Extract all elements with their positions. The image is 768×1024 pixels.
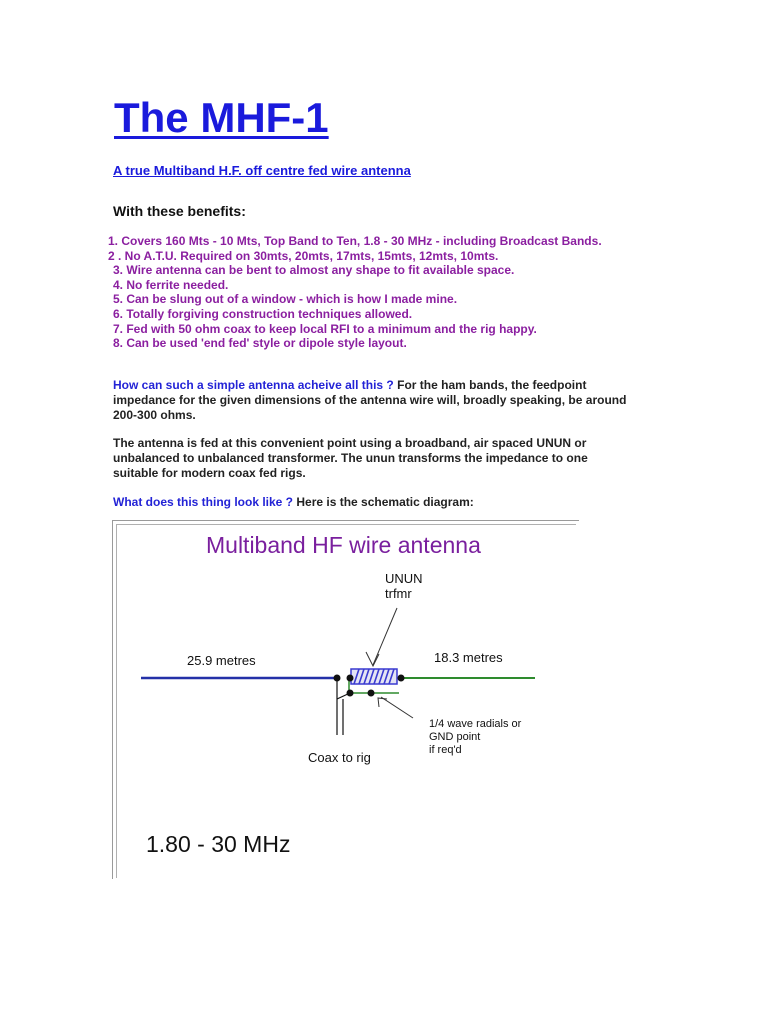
paragraph-line: impedance for the given dimensions of the antenna wire will, broadly speaking, be around [113, 393, 627, 407]
paragraph-line: unbalanced to unbalanced transformer. The unun transforms the impedance to one [113, 451, 588, 465]
benefit-item: 5. Can be slung out of a window - which is how I made mine. [113, 292, 458, 307]
junction-dot [368, 690, 375, 697]
arrow-head-icon [378, 698, 387, 707]
coax-label: Coax to rig [308, 750, 371, 765]
page-title[interactable]: The MHF-1 [114, 94, 329, 141]
junction-dot [347, 675, 354, 682]
unun-paragraph [113, 436, 658, 481]
frequency-range: 1.80 - 30 MHz [146, 831, 291, 857]
left-length-label: 25.9 metres [187, 653, 256, 668]
right-length-label: 18.3 metres [434, 650, 503, 665]
paragraph-line: The antenna is fed at this convenient point using a broadband, air spaced UNUN or [113, 436, 587, 450]
radials-arrow [381, 697, 413, 718]
feedpoint-paragraph [113, 378, 658, 423]
question-text: How can such a simple antenna acheive all this ? [113, 378, 394, 392]
junction-dot [398, 675, 405, 682]
benefit-item: 8. Can be used 'end fed' style or dipole style layout. [113, 336, 407, 351]
benefit-item: 1. Covers 160 Mts - 10 Mts, Top Band to Ten, 1.8 - 30 MHz - including Broadcast Bands. [108, 234, 602, 248]
radials-label: 1/4 wave radials or [429, 718, 522, 730]
subtitle-link[interactable]: A true Multiband H.F. off centre fed wire antenna [113, 163, 411, 178]
diagram-canvas [113, 521, 579, 879]
benefit-item: 7. Fed with 50 ohm coax to keep local RFI to a minimum and the rig happy. [113, 321, 537, 336]
paragraph-line: suitable for modern coax fed rigs. [113, 466, 306, 480]
unun-coil [347, 669, 399, 693]
unun-arrow [373, 608, 397, 665]
benefit-item: 2 . No A.T.U. Required on 30mts, 20mts, 17mts, 15mts, 12mts, 10mts. [108, 248, 499, 263]
schematic-intro [113, 495, 658, 510]
benefit-item: 6. Totally forgiving construction techniques allowed. [113, 306, 413, 321]
schematic-diagram [112, 520, 579, 879]
paragraph-line: 200-300 ohms. [113, 408, 196, 422]
paragraph-line: For the ham bands, the feedpoint [397, 378, 587, 392]
benefits-list [108, 234, 602, 351]
benefit-item: 4. No ferrite needed. [113, 277, 229, 292]
benefits-heading: With these benefits: [113, 203, 246, 219]
coax-cable [337, 678, 350, 735]
benefit-item: 3. Wire antenna can be bent to almost any shape to fit available space. [113, 263, 515, 278]
paragraph-line: Here is the schematic diagram: [296, 495, 474, 509]
unun-label: UNUN [385, 571, 423, 586]
if-required-label: if req'd [429, 744, 462, 756]
diagram-title: Multiband HF wire antenna [206, 532, 481, 558]
gnd-point-label: GND point [429, 731, 481, 743]
trfmr-label: trfmr [385, 586, 412, 601]
question-text: What does this thing look like ? [113, 495, 294, 509]
